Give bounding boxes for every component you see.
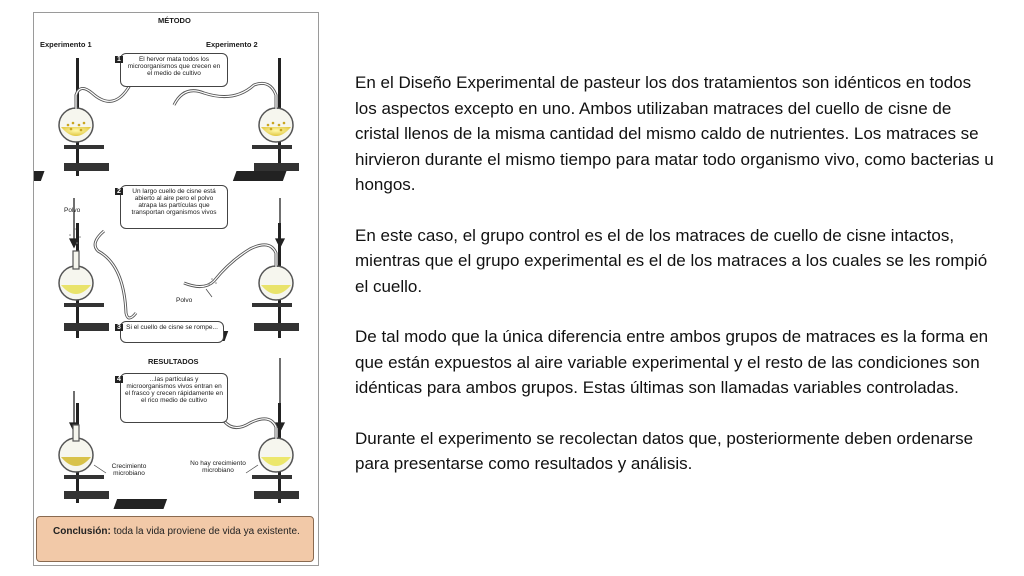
step-3-box — [117, 321, 224, 343]
step-3-number: 3 — [117, 324, 121, 331]
experiment-2-label: Experimento 2 — [206, 40, 258, 49]
flask-right-1 — [174, 83, 293, 142]
explanation-text — [355, 70, 995, 502]
experiment-1-label: Experimento 1 — [40, 40, 92, 49]
polvo-label-left: Polvo — [64, 207, 81, 214]
flask-left-3 — [59, 425, 106, 473]
conclusion-text: toda la vida proviene de vida ya existente. — [113, 526, 300, 537]
pasteur-experiment-figure — [33, 12, 319, 566]
step-4-number: 4 — [117, 376, 121, 383]
conclusion-label: Conclusión: — [53, 526, 111, 537]
step-4-text: ...las partículas y microorganismos vivos entran en el frasco y crecen rápidamente en el rico medio de cultivo — [125, 376, 223, 404]
paragraph-4: Durante el experimento se recolectan datos que, posteriormente deben ordenarse para presentarse como resultados y análisis. — [355, 428, 974, 473]
paragraph-2: En este caso, el grupo control es el de los matraces de cuello de cisne intactos, mientras que el grupo experimental es el de los matraces a los cuales se les rompió el cuello. — [355, 225, 988, 296]
step-1-text: El hervor mata todos los microorganismos que crecen en el medio de cultivo — [127, 56, 221, 77]
flask-right-2 — [184, 245, 293, 300]
step-2-text: Un largo cuello de cisne está abierto al aire pero el polvo atrapa las partículas que transportan organismos vivos — [131, 188, 217, 216]
figure-illustration — [34, 13, 318, 565]
step-1-box — [117, 53, 228, 87]
growth-label: Crecimiento microbiano — [111, 463, 147, 477]
polvo-label-right: Polvo — [176, 297, 193, 304]
step-2-number: 2 — [117, 188, 121, 195]
paragraph-3: De tal modo que la única diferencia entre ambos grupos de matraces es la forma en que están expuestos al aire variable experimental y el resto de las condiciones son idénticas para ambos grupos. Estas últimas son llamadas variables controladas. — [355, 327, 989, 397]
figure-title: MÉTODO — [158, 16, 191, 25]
step-3-text: Si el cuello de cisne se rompe... — [126, 324, 218, 331]
paragraph-1: En el Diseño Experimental de pasteur los dos tratamientos son idénticos en todos los aspectos excepto en uno. Ambos utilizaban matraces del cuello de cisne de cristal llenos de la misma cantidad del mismo caldo de nutrientes. Los matraces se hirvieron durante el mismo tiempo para matar todo organismo vivo, como bacterias u hongos. — [355, 73, 994, 194]
results-heading: RESULTADOS — [148, 357, 199, 366]
step-2-box — [117, 185, 228, 229]
conclusion-box — [36, 516, 314, 562]
step-4-box — [117, 373, 228, 423]
no-growth-label: No hay crecimiento microbiano — [190, 460, 246, 474]
step-1-number: 1 — [117, 56, 121, 63]
